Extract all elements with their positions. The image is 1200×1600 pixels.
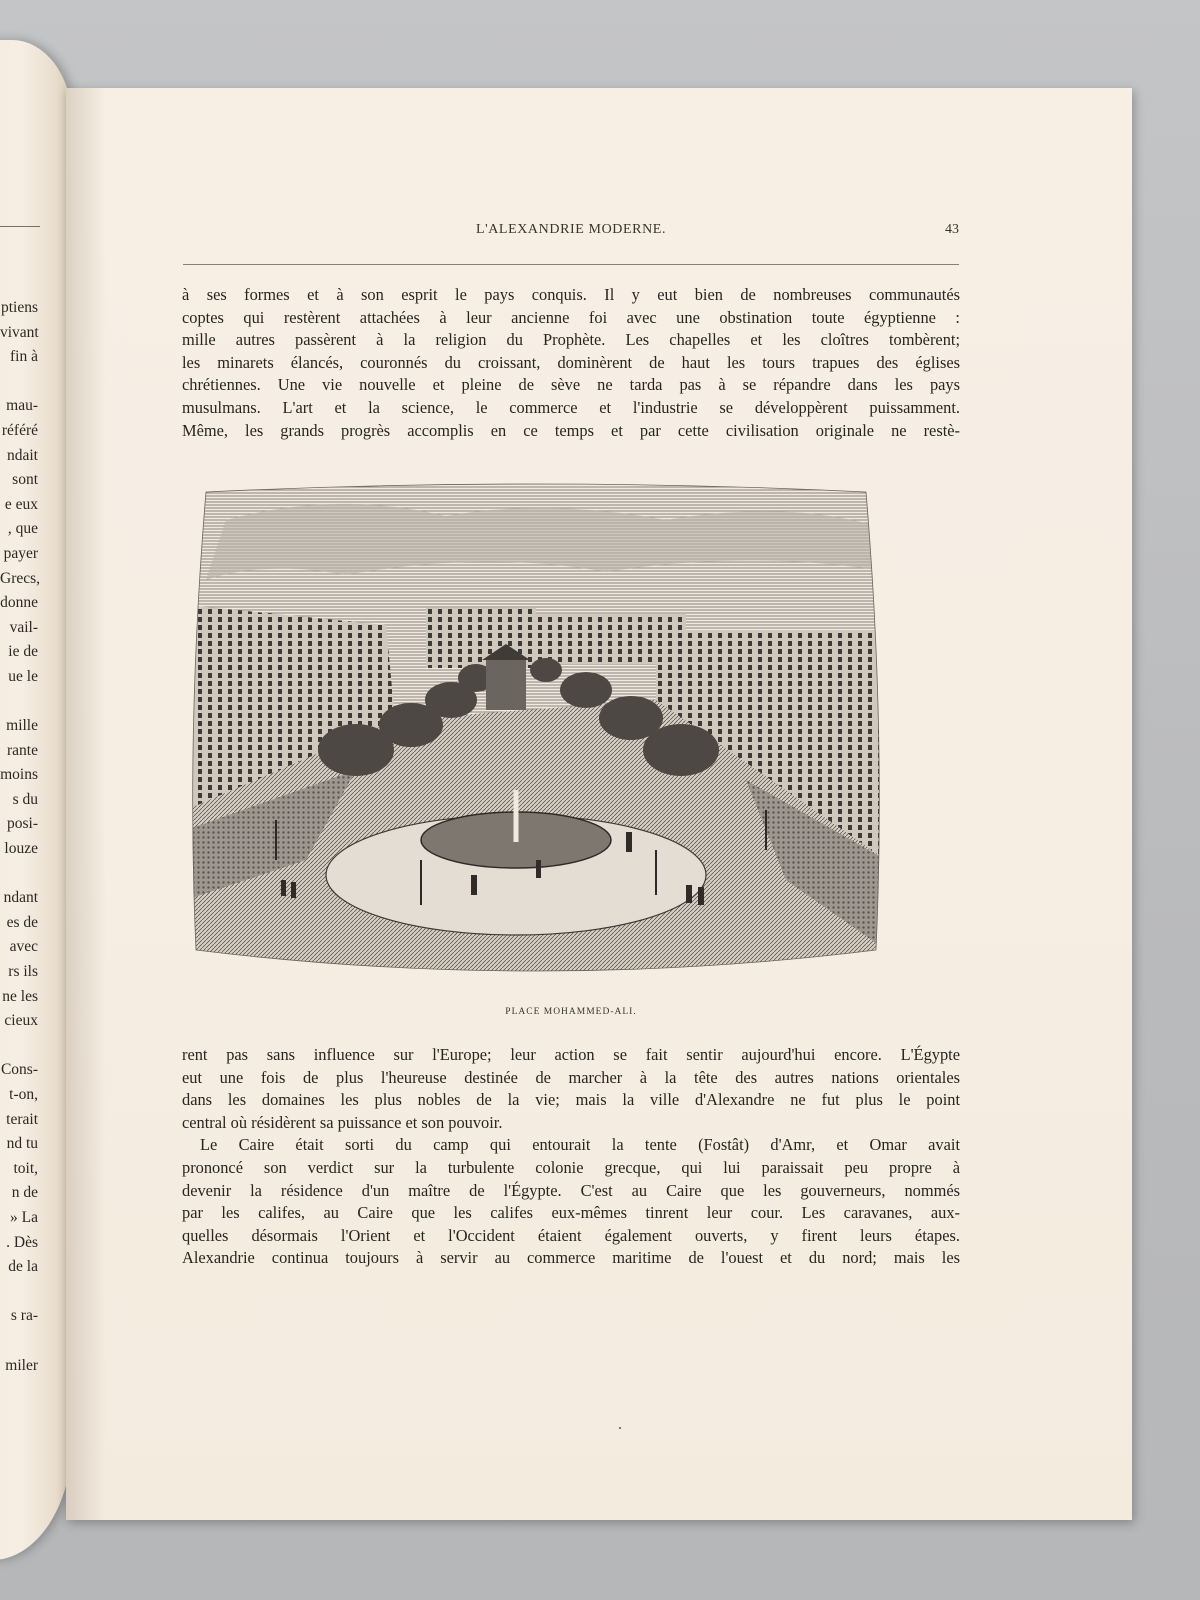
text-line: par les califes, au Caire que les califes eux-mêmes tinrent leur cour. Les caravanes, aux- [182,1203,960,1223]
left-page-line-fragment: ne les [2,987,38,1005]
text-line: Le Caire était sorti du camp qui entourait la tente (Fostât) d'Amr, et Omar avait [200,1135,960,1155]
kiosk [486,660,526,710]
page-number: 43 [945,222,959,237]
left-page-line-fragment [0,862,72,887]
text-line: prononcé son verdict sur la turbulente colonie grecque, qui lui paraissait peu propre à [182,1157,960,1177]
text-line: dans les domaines les plus nobles de la vie; mais la ville d'Alexandre ne fut plus le point [182,1090,960,1110]
left-page-line-fragment: donne [0,594,38,612]
text-line: Même, les grands progrès accomplis en ce temps et par cette civilisation originale ne restè- [182,420,960,440]
left-page-line-fragment: Grecs, [0,569,41,587]
text-line: musulmans. L'art et la science, le commerce et l'industrie se développèrent puissamment. [182,397,960,417]
left-page-line-fragment: moins [0,766,38,784]
left-page-line-fragment [0,370,72,395]
left-page-line-fragment: t-on, [9,1086,38,1103]
left-page-line-fragment: ndait [7,446,38,464]
left-page-line-fragment: , que [7,520,38,538]
left-page-head-rule [0,226,40,227]
text-line: chrétiennes. Une vie nouvelle et pleine de sève ne tarda pas à se répandre dans les pays [182,375,960,395]
running-title: L'ALEXANDRIE MODERNE. [475,222,667,237]
left-page-line-fragment: mille [6,717,38,735]
text-line: eut une fois de plus l'heureuse destinée de marcher à la tête des autres nations orientales [182,1067,960,1087]
left-page-line-fragment: e eux [4,495,38,513]
left-page-line-fragment [0,690,72,715]
left-page-line-fragment: référé [1,421,38,439]
body-text-bottom [182,1044,960,1270]
text-line: les minarets élancés, couronnés du croissant, dominèrent de haut les tours trapues des églises [182,352,960,372]
left-page-line-fragment: ndant [3,889,38,907]
left-page-line-fragment [0,1280,72,1305]
left-page-line-fragment: louze [4,840,38,858]
left-page-text-fragments [0,296,72,1378]
text-line: Alexandrie continua toujours à servir au commerce maritime de l'ouest et du nord; mais les [182,1248,960,1268]
page-speck [619,1427,621,1429]
header-rule [183,264,959,265]
text-line: coptes qui restèrent attachées à leur ancienne foi avec une obstination toute égyptienne : [182,307,960,327]
left-page-line-fragment: rante [7,741,38,759]
left-page-line-fragment: miler [5,1356,38,1374]
illustration-caption: PLACE MOHAMMED-ALI. [505,1007,637,1017]
text-line: mille autres passèrent à la religion du Prophète. Les chapelles et les cloîtres tombèrent; [182,330,960,350]
left-page-line-fragment: n de [11,1184,38,1202]
engraving-illustration [186,480,886,990]
left-page-line-fragment: mau- [6,397,38,415]
text-line: quelles désormais l'Orient et l'Occident étaient également ouverts, y firent leurs étapes. [182,1225,960,1245]
left-page-line-fragment: nd tu [6,1135,38,1153]
left-facing-page [0,40,72,1560]
left-page-line-fragment: terait [6,1110,38,1128]
text-line: central où résidèrent sa puissance et son pouvoir. [182,1112,503,1132]
text-line: à ses formes et à son esprit le pays conquis. Il y eut bien de nombreuses communautés [182,285,960,304]
left-page-line-fragment [0,1329,72,1354]
left-page-line-fragment: ie de [8,643,38,661]
left-page-line-fragment: s du [12,790,38,808]
left-page-line-fragment: posi- [7,815,38,833]
left-page-line-fragment: s ra- [10,1307,38,1325]
left-page-line-fragment: . Dès [6,1233,38,1251]
left-page-line-fragment: payer [3,544,38,562]
left-page-line-fragment: sont [12,471,38,489]
left-page-line-fragment: vivant [0,323,39,341]
left-page-line-fragment: toit, [13,1159,38,1177]
left-page-line-fragment: es de [6,913,38,931]
running-head [183,222,959,244]
left-page-line-fragment: avec [9,938,38,956]
left-page-line-fragment: fin à [10,348,38,366]
left-page-line-fragment: vail- [9,618,38,636]
text-line: devenir la résidence d'un maître de l'Égypte. C'est au Caire que les gouverneurs, nommés [182,1180,960,1200]
left-page-line-fragment: rs ils [8,963,38,981]
left-page-line-fragment: ue le [8,667,38,685]
left-page-line-fragment: cieux [4,1012,38,1030]
left-page-line-fragment: » La [10,1208,38,1226]
book-page [66,88,1132,1520]
left-page-line-fragment: Cons- [0,1061,38,1079]
left-page-line-fragment: ptiens [0,299,38,316]
text-line: rent pas sans influence sur l'Europe; leur action se fait sentir aujourd'hui encore. L'Égypte [182,1045,960,1064]
body-text-top [182,284,960,442]
left-page-line-fragment: de la [8,1258,38,1276]
left-page-line-fragment [0,1034,72,1059]
